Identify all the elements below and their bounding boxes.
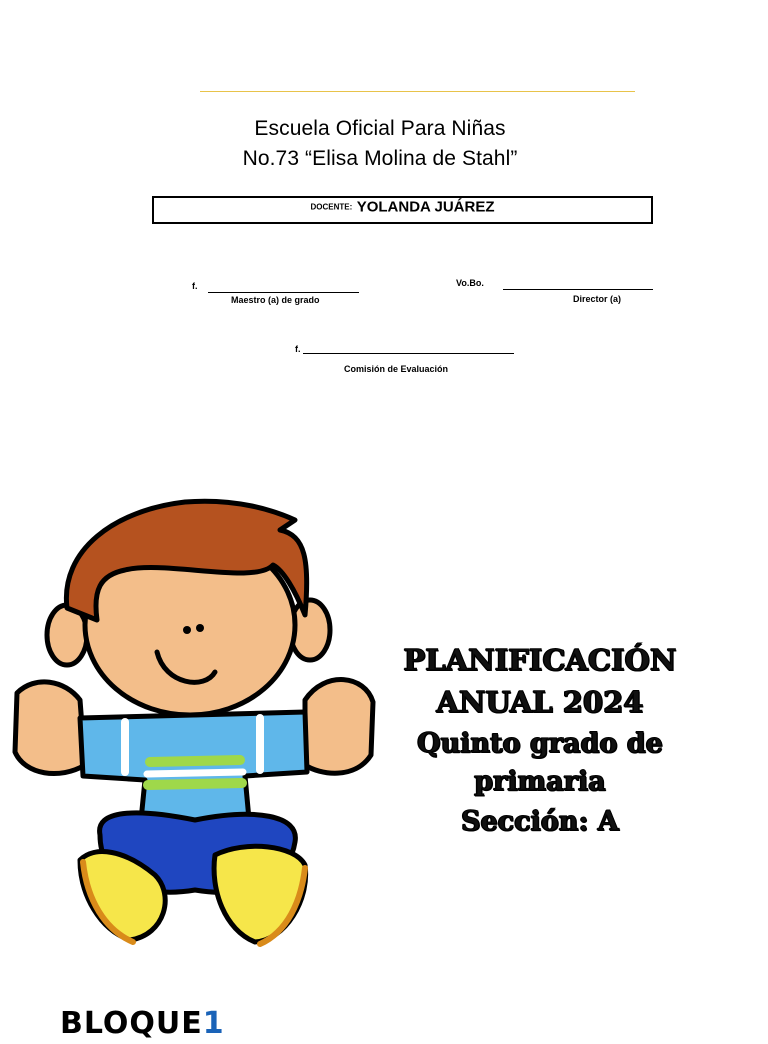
teacher-signature-caption: Maestro (a) de grado	[231, 295, 320, 305]
bloque-word: BLOQUE	[60, 1006, 203, 1041]
top-rule	[200, 91, 635, 92]
bloque-heading	[60, 1004, 225, 1044]
right-arm	[305, 680, 373, 774]
bloque-number: 1	[202, 1006, 225, 1041]
cover-title-line1: PLANIFICACIÓN	[403, 643, 677, 677]
teacher-signature-label: f.	[192, 281, 198, 291]
commission-signature-label: f.	[295, 344, 301, 354]
right-shoe	[214, 846, 306, 942]
cover-title-line2: ANUAL 2024	[436, 685, 644, 719]
teacher-box	[152, 196, 653, 224]
cover-section	[380, 804, 700, 840]
section-label: Sección	[461, 806, 579, 837]
teacher-name: YOLANDA JUÁREZ	[356, 198, 495, 216]
teacher-label: DOCENTE:	[310, 202, 353, 212]
school-name-line1: Escuela Oficial Para Niñas	[254, 117, 506, 140]
commission-signature-line	[303, 352, 514, 354]
commission-caption: Comisión de Evaluación	[344, 364, 449, 374]
director-signature-line	[503, 288, 653, 290]
left-arm	[15, 682, 85, 774]
cover-grade-line2: primaria	[474, 766, 606, 797]
vobo-label: Vo.Bo.	[456, 278, 484, 288]
director-caption: Director (a)	[573, 294, 622, 304]
teacher-signature-line	[208, 291, 359, 293]
boy-illustration	[5, 490, 380, 950]
section-value: : A	[578, 806, 619, 837]
cover-grade-line1: Quinto grado de	[417, 728, 663, 759]
school-name-line2: No.73 “Elisa Molina de Stahl”	[242, 147, 518, 170]
